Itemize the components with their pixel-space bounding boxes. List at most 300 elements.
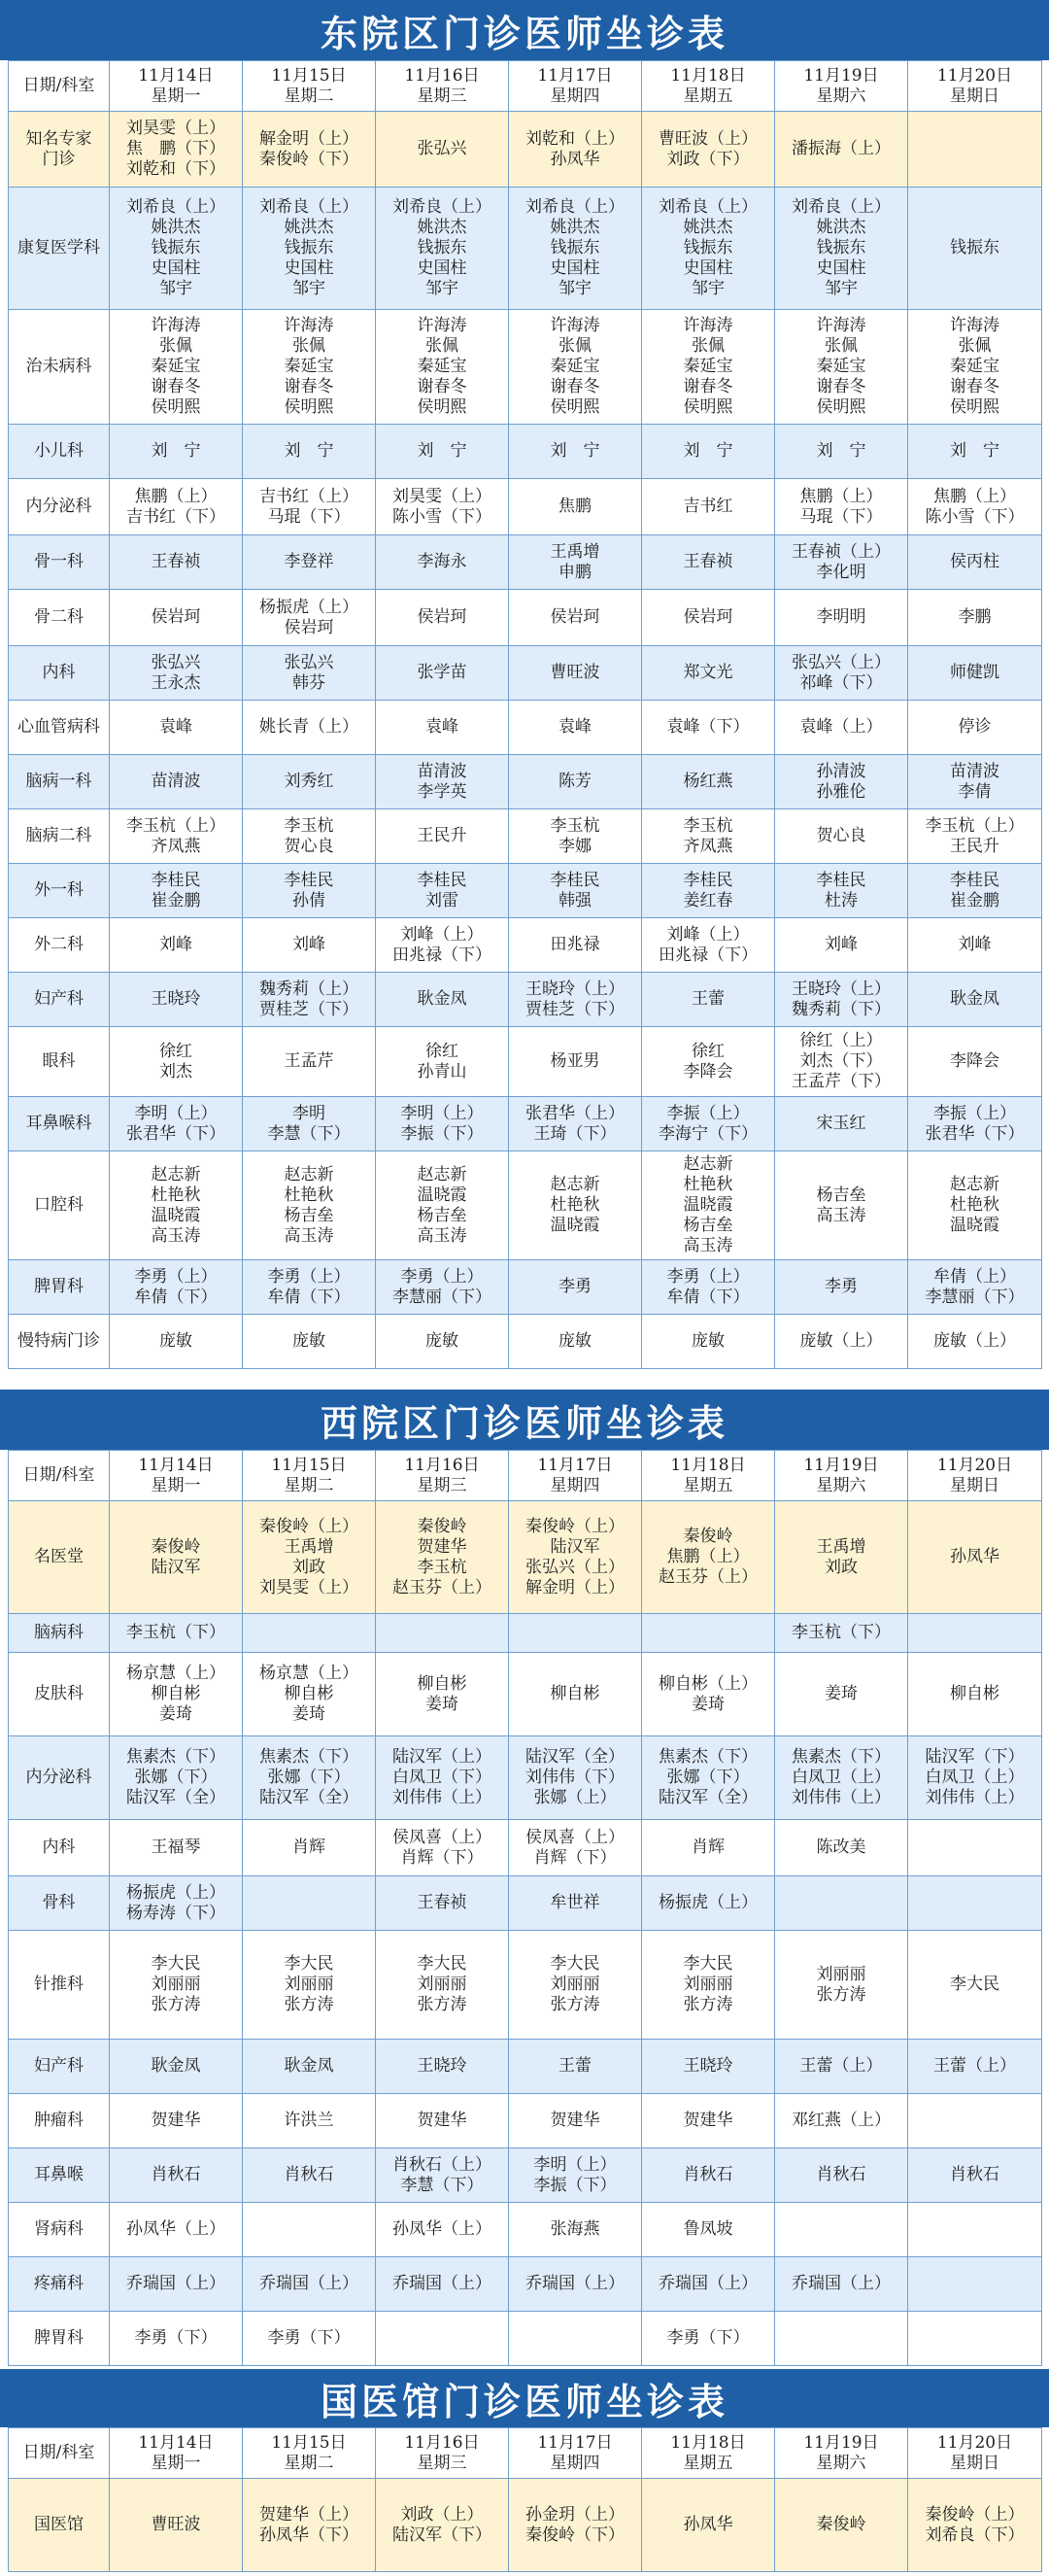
doctor-cell: 李桂民 韩强 bbox=[509, 864, 642, 918]
doctor-cell: 王晓玲 bbox=[110, 973, 243, 1027]
doctor-cell: 孙金玥（上） 秦俊岭（下） bbox=[509, 2479, 642, 2572]
department-name: 知名专家 门诊 bbox=[9, 112, 110, 188]
doctor-cell: 乔瑞国（上） bbox=[642, 2257, 775, 2312]
doctor-cell: 贺建华 bbox=[509, 2094, 642, 2148]
doctor-cell: 陆汉军（全） 刘伟伟（下） 张娜（上） bbox=[509, 1736, 642, 1820]
department-name: 内分泌科 bbox=[9, 1736, 110, 1820]
doctor-cell bbox=[376, 2312, 509, 2366]
department-name: 口腔科 bbox=[9, 1151, 110, 1260]
doctor-cell: 柳自彬 bbox=[908, 1653, 1042, 1736]
table-row bbox=[9, 1151, 1042, 1260]
day-date: 11月17日 bbox=[537, 2432, 613, 2453]
day-weekday: 星期日 bbox=[950, 2453, 999, 2473]
doctor-cell: 王蕾 bbox=[642, 973, 775, 1027]
doctor-cell: 李振（上） 李海宁（下） bbox=[642, 1097, 775, 1151]
doctor-cell bbox=[908, 1614, 1042, 1653]
doctor-cell: 田兆禄 bbox=[509, 918, 642, 973]
day-weekday: 星期一 bbox=[151, 86, 201, 106]
doctor-cell: 杨吉垒 高玉涛 bbox=[775, 1151, 908, 1260]
day-header bbox=[110, 61, 243, 112]
table-row bbox=[9, 2257, 1042, 2312]
doctor-cell: 吉书红（上） 马琨（下） bbox=[243, 479, 376, 535]
doctor-cell bbox=[243, 1614, 376, 1653]
doctor-cell: 许海涛 张佩 秦延宝 谢春冬 侯明熙 bbox=[376, 310, 509, 425]
doctor-cell: 李大民 刘丽丽 张方涛 bbox=[376, 1931, 509, 2040]
day-weekday: 星期六 bbox=[816, 86, 866, 106]
doctor-cell: 焦素杰（下） 张娜（下） 陆汉军（全） bbox=[110, 1736, 243, 1820]
doctor-cell: 秦俊岭 贺建华 李玉杭 赵玉芬（上） bbox=[376, 1501, 509, 1614]
day-header bbox=[642, 1451, 775, 1501]
day-weekday: 星期二 bbox=[284, 1475, 334, 1495]
doctor-cell: 柳自彬 bbox=[509, 1653, 642, 1736]
doctor-cell: 李大民 刘丽丽 张方涛 bbox=[243, 1931, 376, 2040]
table-header-row bbox=[9, 61, 1042, 112]
day-date: 11月20日 bbox=[936, 2432, 1013, 2453]
table-row bbox=[9, 1931, 1042, 2040]
day-date: 11月20日 bbox=[936, 65, 1013, 86]
doctor-cell: 李海永 bbox=[376, 535, 509, 590]
doctor-cell: 李勇（下） bbox=[243, 2312, 376, 2366]
doctor-cell: 郑文光 bbox=[642, 646, 775, 701]
doctor-cell: 李玉杭（上） 齐凤燕 bbox=[110, 809, 243, 864]
table-row bbox=[9, 1876, 1042, 1931]
table-row bbox=[9, 1614, 1042, 1653]
day-weekday: 星期五 bbox=[683, 1475, 733, 1495]
doctor-cell: 侯岩珂 bbox=[376, 590, 509, 646]
department-name: 肿瘤科 bbox=[9, 2094, 110, 2148]
doctor-cell: 王民升 bbox=[376, 809, 509, 864]
doctor-cell: 李玉杭（上） 王民升 bbox=[908, 809, 1042, 864]
doctor-cell: 贺建华 bbox=[110, 2094, 243, 2148]
department-name: 内科 bbox=[9, 1820, 110, 1876]
table-row bbox=[9, 2312, 1042, 2366]
table-header-row bbox=[9, 2428, 1042, 2479]
doctor-cell bbox=[775, 2203, 908, 2257]
doctor-cell: 李大民 刘丽丽 张方涛 bbox=[642, 1931, 775, 2040]
table-row bbox=[9, 2479, 1042, 2572]
table-row bbox=[9, 425, 1042, 479]
doctor-cell: 孙清波 孙雅伦 bbox=[775, 755, 908, 809]
table-row bbox=[9, 1501, 1042, 1614]
day-weekday: 星期一 bbox=[151, 2453, 201, 2473]
doctor-cell: 赵志新 杜艳秋 温晓霞 高玉涛 bbox=[110, 1151, 243, 1260]
day-header bbox=[642, 61, 775, 112]
doctor-cell: 赵志新 杜艳秋 温晓霞 bbox=[908, 1151, 1042, 1260]
doctor-cell: 邓红燕（上） bbox=[775, 2094, 908, 2148]
doctor-cell: 徐红 刘杰 bbox=[110, 1027, 243, 1097]
day-header bbox=[509, 1451, 642, 1501]
doctor-cell: 王蕾（上） bbox=[775, 2040, 908, 2094]
doctor-cell: 焦鹏（上） 陈小雪（下） bbox=[908, 479, 1042, 535]
doctor-cell: 李大民 刘丽丽 张方涛 bbox=[110, 1931, 243, 2040]
doctor-cell: 李桂民 刘雷 bbox=[376, 864, 509, 918]
day-date: 11月16日 bbox=[404, 65, 480, 86]
doctor-cell: 王晓玲 bbox=[376, 2040, 509, 2094]
doctor-cell: 肖秋石 bbox=[775, 2148, 908, 2203]
department-name: 脑病二科 bbox=[9, 809, 110, 864]
day-date: 11月17日 bbox=[537, 1455, 613, 1475]
doctor-cell: 李玉杭 齐凤燕 bbox=[642, 809, 775, 864]
day-header bbox=[376, 61, 509, 112]
doctor-cell: 刘丽丽 张方涛 bbox=[775, 1931, 908, 2040]
doctor-cell: 庞敏（上） bbox=[775, 1315, 908, 1369]
doctor-cell: 耿金凤 bbox=[908, 973, 1042, 1027]
day-header bbox=[509, 61, 642, 112]
doctor-cell: 李勇（上） 牟倩（下） bbox=[642, 1260, 775, 1315]
doctor-cell: 赵志新 温晓霞 杨吉垒 高玉涛 bbox=[376, 1151, 509, 1260]
table-header-row bbox=[9, 1451, 1042, 1501]
day-header bbox=[908, 2428, 1042, 2479]
day-weekday: 星期三 bbox=[417, 1475, 467, 1495]
department-name: 妇产科 bbox=[9, 973, 110, 1027]
doctor-cell: 苗清波 bbox=[110, 755, 243, 809]
doctor-cell: 焦素杰（下） 张娜（下） 陆汉军（全） bbox=[642, 1736, 775, 1820]
doctor-cell: 李明明 bbox=[775, 590, 908, 646]
department-name: 耳鼻喉 bbox=[9, 2148, 110, 2203]
doctor-cell: 袁峰（上） bbox=[775, 701, 908, 755]
doctor-cell: 张海燕 bbox=[509, 2203, 642, 2257]
day-weekday: 星期三 bbox=[417, 2453, 467, 2473]
day-weekday: 星期六 bbox=[816, 2453, 866, 2473]
doctor-cell: 庞敏 bbox=[110, 1315, 243, 1369]
doctor-cell: 张弘兴 韩芬 bbox=[243, 646, 376, 701]
doctor-cell: 侯岩珂 bbox=[509, 590, 642, 646]
day-date: 11月19日 bbox=[803, 1455, 879, 1475]
doctor-cell: 刘希良（上） 姚洪杰 钱振东 史国柱 邹宇 bbox=[509, 188, 642, 310]
doctor-cell: 肖秋石 bbox=[110, 2148, 243, 2203]
doctor-cell: 秦俊岭 焦鹏（上） 赵玉芬（上） bbox=[642, 1501, 775, 1614]
doctor-cell: 鲁凤坡 bbox=[642, 2203, 775, 2257]
doctor-cell: 刘秀红 bbox=[243, 755, 376, 809]
department-name: 内科 bbox=[9, 646, 110, 701]
doctor-cell: 焦鹏（上） 吉书红（下） bbox=[110, 479, 243, 535]
table-row bbox=[9, 112, 1042, 188]
table-row bbox=[9, 1027, 1042, 1097]
day-header bbox=[110, 1451, 243, 1501]
department-name: 内分泌科 bbox=[9, 479, 110, 535]
doctor-cell: 潘振海（上） bbox=[775, 112, 908, 188]
doctor-cell: 赵志新 杜艳秋 杨吉垒 高玉涛 bbox=[243, 1151, 376, 1260]
doctor-cell: 李降会 bbox=[908, 1027, 1042, 1097]
day-date: 11月20日 bbox=[936, 1455, 1013, 1475]
doctor-cell bbox=[642, 1614, 775, 1653]
doctor-cell: 牟倩（上） 李慧丽（下） bbox=[908, 1260, 1042, 1315]
table-row bbox=[9, 535, 1042, 590]
doctor-cell: 肖秋石 bbox=[642, 2148, 775, 2203]
day-header bbox=[509, 2428, 642, 2479]
doctor-cell: 杨京慧（上） 柳自彬 姜琦 bbox=[110, 1653, 243, 1736]
doctor-cell: 张弘兴 王永杰 bbox=[110, 646, 243, 701]
day-header bbox=[775, 61, 908, 112]
day-date: 11月18日 bbox=[670, 2432, 746, 2453]
doctor-cell: 李桂民 崔金鹏 bbox=[110, 864, 243, 918]
doctor-cell: 贺建华（上） 孙凤华（下） bbox=[243, 2479, 376, 2572]
doctor-cell: 曹旺波 bbox=[110, 2479, 243, 2572]
doctor-cell: 陆汉军（上） 白凤卫（下） 刘伟伟（上） bbox=[376, 1736, 509, 1820]
table-row bbox=[9, 918, 1042, 973]
day-date: 11月18日 bbox=[670, 1455, 746, 1475]
doctor-cell: 李玉杭（下） bbox=[775, 1614, 908, 1653]
doctor-cell bbox=[908, 2094, 1042, 2148]
doctor-cell: 李勇 bbox=[509, 1260, 642, 1315]
day-weekday: 星期四 bbox=[550, 86, 600, 106]
doctor-cell: 焦鹏 bbox=[509, 479, 642, 535]
table-row bbox=[9, 1260, 1042, 1315]
doctor-cell: 刘峰 bbox=[775, 918, 908, 973]
doctor-cell: 乔瑞国（上） bbox=[775, 2257, 908, 2312]
doctor-cell: 庞敏 bbox=[376, 1315, 509, 1369]
department-name: 治未病科 bbox=[9, 310, 110, 425]
doctor-cell: 王晓玲（上） 贾桂芝（下） bbox=[509, 973, 642, 1027]
doctor-cell: 刘 宁 bbox=[243, 425, 376, 479]
doctor-cell: 刘峰 bbox=[110, 918, 243, 973]
department-name: 骨科 bbox=[9, 1876, 110, 1931]
department-name: 脑病科 bbox=[9, 1614, 110, 1653]
table-row bbox=[9, 2203, 1042, 2257]
department-name: 康复医学科 bbox=[9, 188, 110, 310]
department-name: 脾胃科 bbox=[9, 2312, 110, 2366]
doctor-cell: 刘政（上） 陆汉军（下） bbox=[376, 2479, 509, 2572]
doctor-cell: 庞敏 bbox=[642, 1315, 775, 1369]
department-name: 眼科 bbox=[9, 1027, 110, 1097]
doctor-cell: 王春祯（上） 李化明 bbox=[775, 535, 908, 590]
doctor-cell: 肖辉 bbox=[243, 1820, 376, 1876]
department-name: 脾胃科 bbox=[9, 1260, 110, 1315]
west-schedule-table bbox=[8, 1450, 1042, 2366]
table-row bbox=[9, 310, 1042, 425]
doctor-cell: 刘希良（上） 姚洪杰 钱振东 史国柱 邹宇 bbox=[376, 188, 509, 310]
doctor-cell bbox=[376, 1614, 509, 1653]
doctor-cell: 肖秋石 bbox=[243, 2148, 376, 2203]
doctor-cell: 陈改美 bbox=[775, 1820, 908, 1876]
table-row bbox=[9, 479, 1042, 535]
department-name: 皮肤科 bbox=[9, 1653, 110, 1736]
table-row bbox=[9, 1097, 1042, 1151]
day-date: 11月15日 bbox=[271, 1455, 347, 1475]
doctor-cell: 曹旺波 bbox=[509, 646, 642, 701]
doctor-cell: 姚长青（上） bbox=[243, 701, 376, 755]
doctor-cell: 王蕾 bbox=[509, 2040, 642, 2094]
doctor-cell: 李大民 bbox=[908, 1931, 1042, 2040]
doctor-cell: 刘 宁 bbox=[775, 425, 908, 479]
doctor-cell bbox=[509, 2312, 642, 2366]
doctor-cell: 秦俊岭（上） 王禹增 刘政 刘昊雯（上） bbox=[243, 1501, 376, 1614]
doctor-cell: 李勇（下） bbox=[642, 2312, 775, 2366]
department-name: 外二科 bbox=[9, 918, 110, 973]
doctor-cell: 许海涛 张佩 秦延宝 谢春冬 侯明熙 bbox=[908, 310, 1042, 425]
doctor-cell: 刘希良（上） 姚洪杰 钱振东 史国柱 邹宇 bbox=[243, 188, 376, 310]
doctor-cell: 许海涛 张佩 秦延宝 谢春冬 侯明熙 bbox=[642, 310, 775, 425]
doctor-cell: 刘 宁 bbox=[642, 425, 775, 479]
day-header bbox=[243, 2428, 376, 2479]
doctor-cell: 贺心良 bbox=[775, 809, 908, 864]
doctor-cell: 耿金凤 bbox=[376, 973, 509, 1027]
doctor-cell: 庞敏 bbox=[243, 1315, 376, 1369]
doctor-cell: 赵志新 杜艳秋 温晓霞 杨吉垒 高玉涛 bbox=[642, 1151, 775, 1260]
doctor-cell: 庞敏 bbox=[509, 1315, 642, 1369]
table-row bbox=[9, 1820, 1042, 1876]
doctor-cell: 钱振东 bbox=[908, 188, 1042, 310]
day-header bbox=[775, 2428, 908, 2479]
doctor-cell: 刘希良（上） 姚洪杰 钱振东 史国柱 邹宇 bbox=[110, 188, 243, 310]
doctor-cell: 李勇 bbox=[775, 1260, 908, 1315]
doctor-cell: 王春祯 bbox=[110, 535, 243, 590]
doctor-cell bbox=[908, 2312, 1042, 2366]
doctor-cell: 刘乾和（上） 孙凤华 bbox=[509, 112, 642, 188]
doctor-cell: 李登祥 bbox=[243, 535, 376, 590]
guoyi-schedule-table bbox=[8, 2427, 1042, 2572]
doctor-cell: 耿金凤 bbox=[243, 2040, 376, 2094]
day-date: 11月16日 bbox=[404, 1455, 480, 1475]
doctor-cell: 袁峰 bbox=[110, 701, 243, 755]
doctor-cell: 许洪兰 bbox=[243, 2094, 376, 2148]
doctor-cell: 孙凤华 bbox=[642, 2479, 775, 2572]
doctor-cell: 贺建华 bbox=[642, 2094, 775, 2148]
day-header bbox=[642, 2428, 775, 2479]
doctor-cell: 徐红（上） 刘杰（下） 王孟芹（下） bbox=[775, 1027, 908, 1097]
day-date: 11月14日 bbox=[138, 2432, 214, 2453]
doctor-cell bbox=[908, 112, 1042, 188]
doctor-cell: 张弘兴（上） 祁峰（下） bbox=[775, 646, 908, 701]
doctor-cell: 曹旺波（上） 刘政（下） bbox=[642, 112, 775, 188]
department-name: 外一科 bbox=[9, 864, 110, 918]
doctor-cell: 陈芳 bbox=[509, 755, 642, 809]
doctor-cell: 侯岩珂 bbox=[642, 590, 775, 646]
doctor-cell: 姜琦 bbox=[775, 1653, 908, 1736]
doctor-cell: 李玉杭（下） bbox=[110, 1614, 243, 1653]
doctor-cell: 李勇（上） 李慧丽（下） bbox=[376, 1260, 509, 1315]
doctor-cell: 徐红 李降会 bbox=[642, 1027, 775, 1097]
day-weekday: 星期四 bbox=[550, 2453, 600, 2473]
table-row bbox=[9, 1653, 1042, 1736]
doctor-cell bbox=[243, 1876, 376, 1931]
doctor-cell: 赵志新 杜艳秋 温晓霞 bbox=[509, 1151, 642, 1260]
doctor-cell: 停诊 bbox=[908, 701, 1042, 755]
doctor-cell: 李玉杭 李娜 bbox=[509, 809, 642, 864]
doctor-cell: 刘峰（上） 田兆禄（下） bbox=[376, 918, 509, 973]
table-row bbox=[9, 755, 1042, 809]
doctor-cell: 李振（上） 张君华（下） bbox=[908, 1097, 1042, 1151]
doctor-cell bbox=[243, 2203, 376, 2257]
doctor-cell bbox=[775, 1876, 908, 1931]
doctor-cell: 牟世祥 bbox=[509, 1876, 642, 1931]
table-row bbox=[9, 2094, 1042, 2148]
day-date: 11月14日 bbox=[138, 65, 214, 86]
doctor-cell: 王禹增 申鹏 bbox=[509, 535, 642, 590]
doctor-cell: 苗清波 李倩 bbox=[908, 755, 1042, 809]
doctor-cell: 庞敏（上） bbox=[908, 1315, 1042, 1369]
doctor-cell: 柳自彬 姜琦 bbox=[376, 1653, 509, 1736]
day-header bbox=[243, 61, 376, 112]
doctor-cell: 李明（上） 李振（下） bbox=[376, 1097, 509, 1151]
doctor-cell: 孙凤华（上） bbox=[376, 2203, 509, 2257]
doctor-cell: 焦素杰（下） 白凤卫（上） 刘伟伟（上） bbox=[775, 1736, 908, 1820]
doctor-cell: 乔瑞国（上） bbox=[376, 2257, 509, 2312]
doctor-cell: 师健凯 bbox=[908, 646, 1042, 701]
doctor-cell: 李桂民 孙倩 bbox=[243, 864, 376, 918]
doctor-cell: 刘希良（上） 姚洪杰 钱振东 史国柱 邹宇 bbox=[775, 188, 908, 310]
doctor-cell: 许海涛 张佩 秦延宝 谢春冬 侯明熙 bbox=[110, 310, 243, 425]
doctor-cell: 焦素杰（下） 张娜（下） 陆汉军（全） bbox=[243, 1736, 376, 1820]
doctor-cell: 杨振虎（上） 杨寿涛（下） bbox=[110, 1876, 243, 1931]
doctor-cell: 侯丙柱 bbox=[908, 535, 1042, 590]
doctor-cell: 王孟芹 bbox=[243, 1027, 376, 1097]
doctor-cell: 魏秀莉（上） 贾桂芝（下） bbox=[243, 973, 376, 1027]
doctor-cell: 王禹增 刘政 bbox=[775, 1501, 908, 1614]
doctor-cell: 杨亚男 bbox=[509, 1027, 642, 1097]
doctor-cell: 刘峰 bbox=[908, 918, 1042, 973]
doctor-cell: 王晓玲（上） 魏秀莉（下） bbox=[775, 973, 908, 1027]
doctor-cell: 李玉杭 贺心良 bbox=[243, 809, 376, 864]
doctor-cell: 王春祯 bbox=[376, 1876, 509, 1931]
day-weekday: 星期日 bbox=[950, 86, 999, 106]
east-section-title: 东院区门诊医师坐诊表 bbox=[0, 0, 1049, 60]
doctor-cell: 王蕾（上） bbox=[908, 2040, 1042, 2094]
day-weekday: 星期六 bbox=[816, 1475, 866, 1495]
day-date: 11月19日 bbox=[803, 2432, 879, 2453]
doctor-cell: 乔瑞国（上） bbox=[110, 2257, 243, 2312]
day-weekday: 星期五 bbox=[683, 2453, 733, 2473]
doctor-cell: 乔瑞国（上） bbox=[243, 2257, 376, 2312]
west-section-title: 西院区门诊医师坐诊表 bbox=[0, 1390, 1049, 1450]
day-weekday: 星期五 bbox=[683, 86, 733, 106]
day-weekday: 星期一 bbox=[151, 1475, 201, 1495]
doctor-cell: 许海涛 张佩 秦延宝 谢春冬 侯明熙 bbox=[509, 310, 642, 425]
doctor-cell: 刘昊雯（上） 陈小雪（下） bbox=[376, 479, 509, 535]
doctor-cell: 李明（上） 张君华（下） bbox=[110, 1097, 243, 1151]
doctor-cell: 侯凤喜（上） 肖辉（下） bbox=[376, 1820, 509, 1876]
doctor-cell: 袁峰 bbox=[509, 701, 642, 755]
doctor-cell: 侯凤喜（上） 肖辉（下） bbox=[509, 1820, 642, 1876]
table-row bbox=[9, 2040, 1042, 2094]
doctor-cell bbox=[908, 1820, 1042, 1876]
doctor-cell: 刘峰（上） 田兆禄（下） bbox=[642, 918, 775, 973]
doctor-cell: 许海涛 张佩 秦延宝 谢春冬 侯明熙 bbox=[775, 310, 908, 425]
doctor-cell: 李桂民 崔金鹏 bbox=[908, 864, 1042, 918]
doctor-cell: 王春祯 bbox=[642, 535, 775, 590]
table-row bbox=[9, 1736, 1042, 1820]
doctor-cell: 杨振虎（上） 侯岩珂 bbox=[243, 590, 376, 646]
table-row bbox=[9, 646, 1042, 701]
corner-header: 日期/科室 bbox=[9, 2428, 110, 2479]
doctor-cell: 吉书红 bbox=[642, 479, 775, 535]
department-name: 小儿科 bbox=[9, 425, 110, 479]
doctor-cell: 刘昊雯（上） 焦 鹏（下） 刘乾和（下） bbox=[110, 112, 243, 188]
doctor-cell: 杨京慧（上） 柳自彬 姜琦 bbox=[243, 1653, 376, 1736]
doctor-cell bbox=[908, 2257, 1042, 2312]
table-row bbox=[9, 809, 1042, 864]
doctor-cell: 肖秋石 bbox=[908, 2148, 1042, 2203]
day-date: 11月17日 bbox=[537, 65, 613, 86]
day-date: 11月18日 bbox=[670, 65, 746, 86]
day-date: 11月19日 bbox=[803, 65, 879, 86]
day-header bbox=[775, 1451, 908, 1501]
table-row bbox=[9, 1315, 1042, 1369]
day-weekday: 星期二 bbox=[284, 86, 334, 106]
doctor-cell: 刘 宁 bbox=[908, 425, 1042, 479]
department-name: 脑病一科 bbox=[9, 755, 110, 809]
department-name: 国医馆 bbox=[9, 2479, 110, 2572]
doctor-cell: 乔瑞国（上） bbox=[509, 2257, 642, 2312]
table-row bbox=[9, 701, 1042, 755]
day-date: 11月16日 bbox=[404, 2432, 480, 2453]
day-header bbox=[908, 61, 1042, 112]
doctor-cell: 肖辉 bbox=[642, 1820, 775, 1876]
day-date: 11月14日 bbox=[138, 1455, 214, 1475]
doctor-cell: 李明 李慧（下） bbox=[243, 1097, 376, 1151]
guoyi-section-title: 国医馆门诊医师坐诊表 bbox=[0, 2369, 1049, 2427]
day-weekday: 星期三 bbox=[417, 86, 467, 106]
